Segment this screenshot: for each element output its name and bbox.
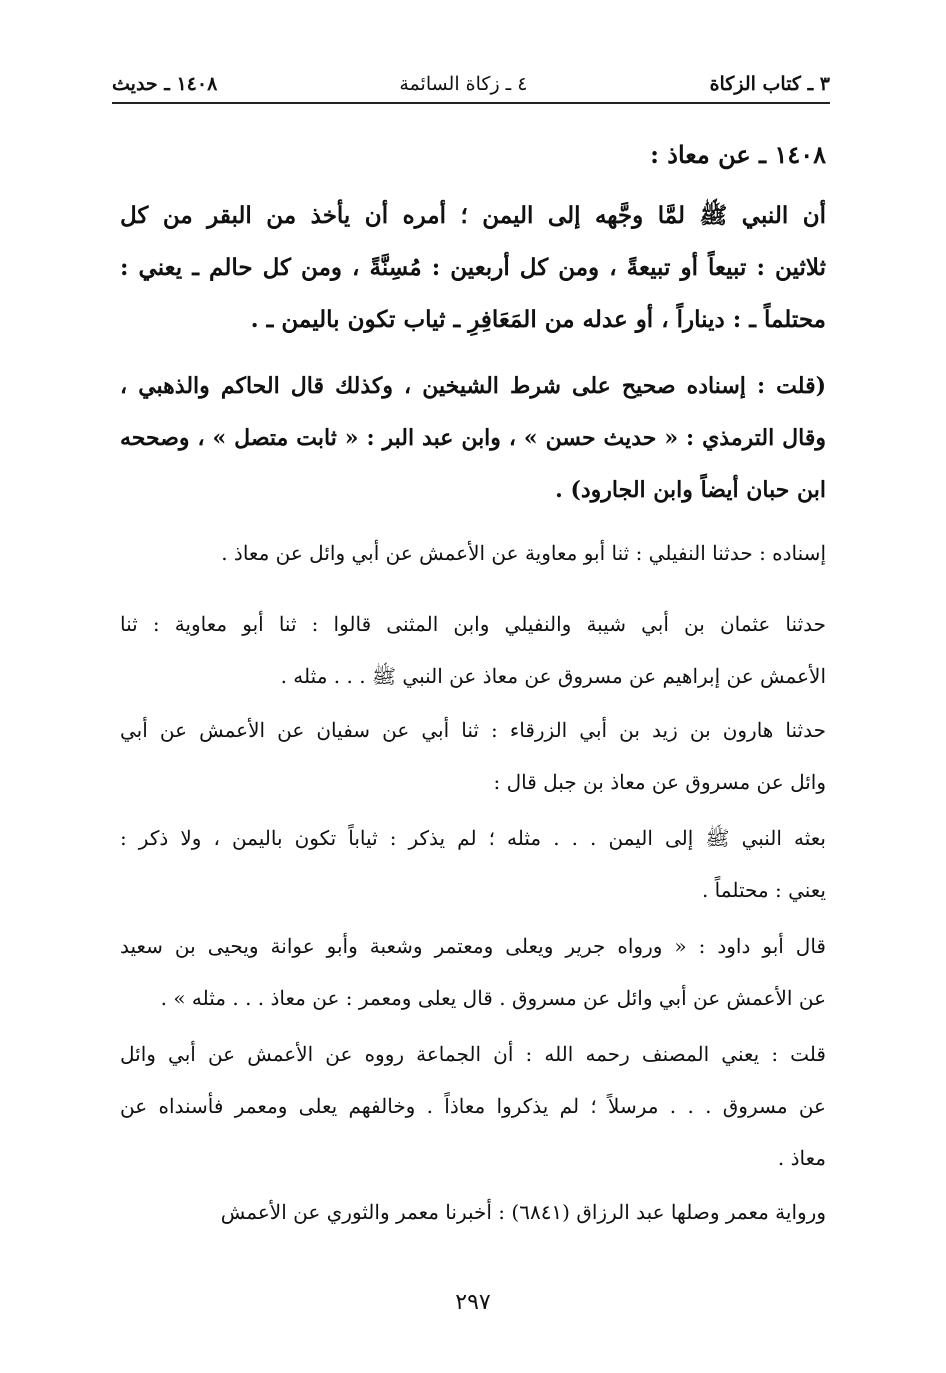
riwaya-paragraph <box>120 1186 826 1238</box>
text-line: معاذ . <box>777 1146 826 1170</box>
text-line: وائل عن مسروق عن معاذ بن جبل قال : <box>493 770 826 794</box>
hadith-matn <box>120 190 826 346</box>
grading-line: وقال الترمذي : « حديث حسن » ، وابن عبد البر : « ثابت متصل » ، وصححه <box>120 425 826 451</box>
text-line: يعني : محتلماً . <box>701 878 826 902</box>
text-line: حدثنا هارون بن زيد بن أبي الزرقاء : ثنا أبي عن سفيان عن الأعمش عن أبي <box>120 718 826 742</box>
chain-paragraph-4 <box>120 812 826 916</box>
matn-line: أن النبي ﷺ لمَّا وجَّهه إلى اليمن ؛ أمره أن يأخذ من البقر من كل <box>120 202 826 229</box>
text-line: بعثه النبي ﷺ إلى اليمن . . . مثله ؛ لم يذكر : ثياباً تكون باليمن ، ولا ذكر : <box>120 826 826 850</box>
chain-paragraph-3 <box>120 704 826 808</box>
text-line: عن الأعمش عن أبي وائل عن مسروق . قال يعلى ومعمر : عن معاذ . . . مثله » . <box>160 986 826 1010</box>
isnad-line: إسناده : حدثنا النفيلي : ثنا أبو معاوية عن الأعمش عن أبي وائل عن معاذ . <box>221 541 826 565</box>
header-chapter-title: ٤ ـ زكاة السائمة <box>399 73 528 95</box>
text-line: عن مسروق . . . مرسلاً ؛ لم يذكروا معاذاً . وخالفهم يعلى ومعمر فأسنداه عن <box>120 1094 826 1118</box>
hadith-title: ١٤٠٨ ـ عن معاذ : <box>650 140 826 169</box>
grading-line: ابن حبان أيضاً وابن الجارود) . <box>555 477 826 503</box>
text-line: قال أبو داود : « ورواه جرير ويعلى ومعتمر وشعبة وأبو عوانة ويحيى بن سعيد <box>120 934 826 958</box>
text-line: قلت : يعني المصنف رحمه الله : أن الجماعة رووه عن الأعمش عن أبي وائل <box>120 1042 826 1066</box>
header-hadith-number: ١٤٠٨ ـ حديث <box>112 73 218 95</box>
text-line: الأعمش عن إبراهيم عن مسروق عن معاذ عن النبي ﷺ . . . مثله . <box>280 664 826 688</box>
page-number: ٢٩٧ <box>455 1290 491 1315</box>
matn-line: محتلماً ـ : ديناراً ، أو عدله من المَعَافِرِ ـ ثياب تكون باليمن ـ . <box>250 306 826 333</box>
chain-paragraph-2 <box>120 598 826 702</box>
grading-line: (قلت : إسناده صحيح على شرط الشيخين ، وكذلك قال الحاكم والذهبي ، <box>120 373 826 399</box>
author-comment <box>120 1028 826 1184</box>
grading-note <box>120 360 826 516</box>
matn-line: ثلاثين : تبيعاً أو تبيعةً ، ومن كل أربعين : مُسِنَّةً ، ومن كل حالم ـ يعني : <box>120 254 826 281</box>
text-line: حدثنا عثمان بن أبي شيبة والنفيلي وابن المثنى قالوا : ثنا أبو معاوية : ثنا <box>120 612 826 636</box>
running-header <box>112 66 830 104</box>
header-book-title: ٣ ـ كتاب الزكاة <box>709 73 830 95</box>
isnad-paragraph <box>120 527 826 579</box>
abu-dawud-note <box>120 920 826 1024</box>
text-line: ورواية معمر وصلها عبد الرزاق (٦٨٤١) : أخبرنا معمر والثوري عن الأعمش <box>220 1200 826 1224</box>
